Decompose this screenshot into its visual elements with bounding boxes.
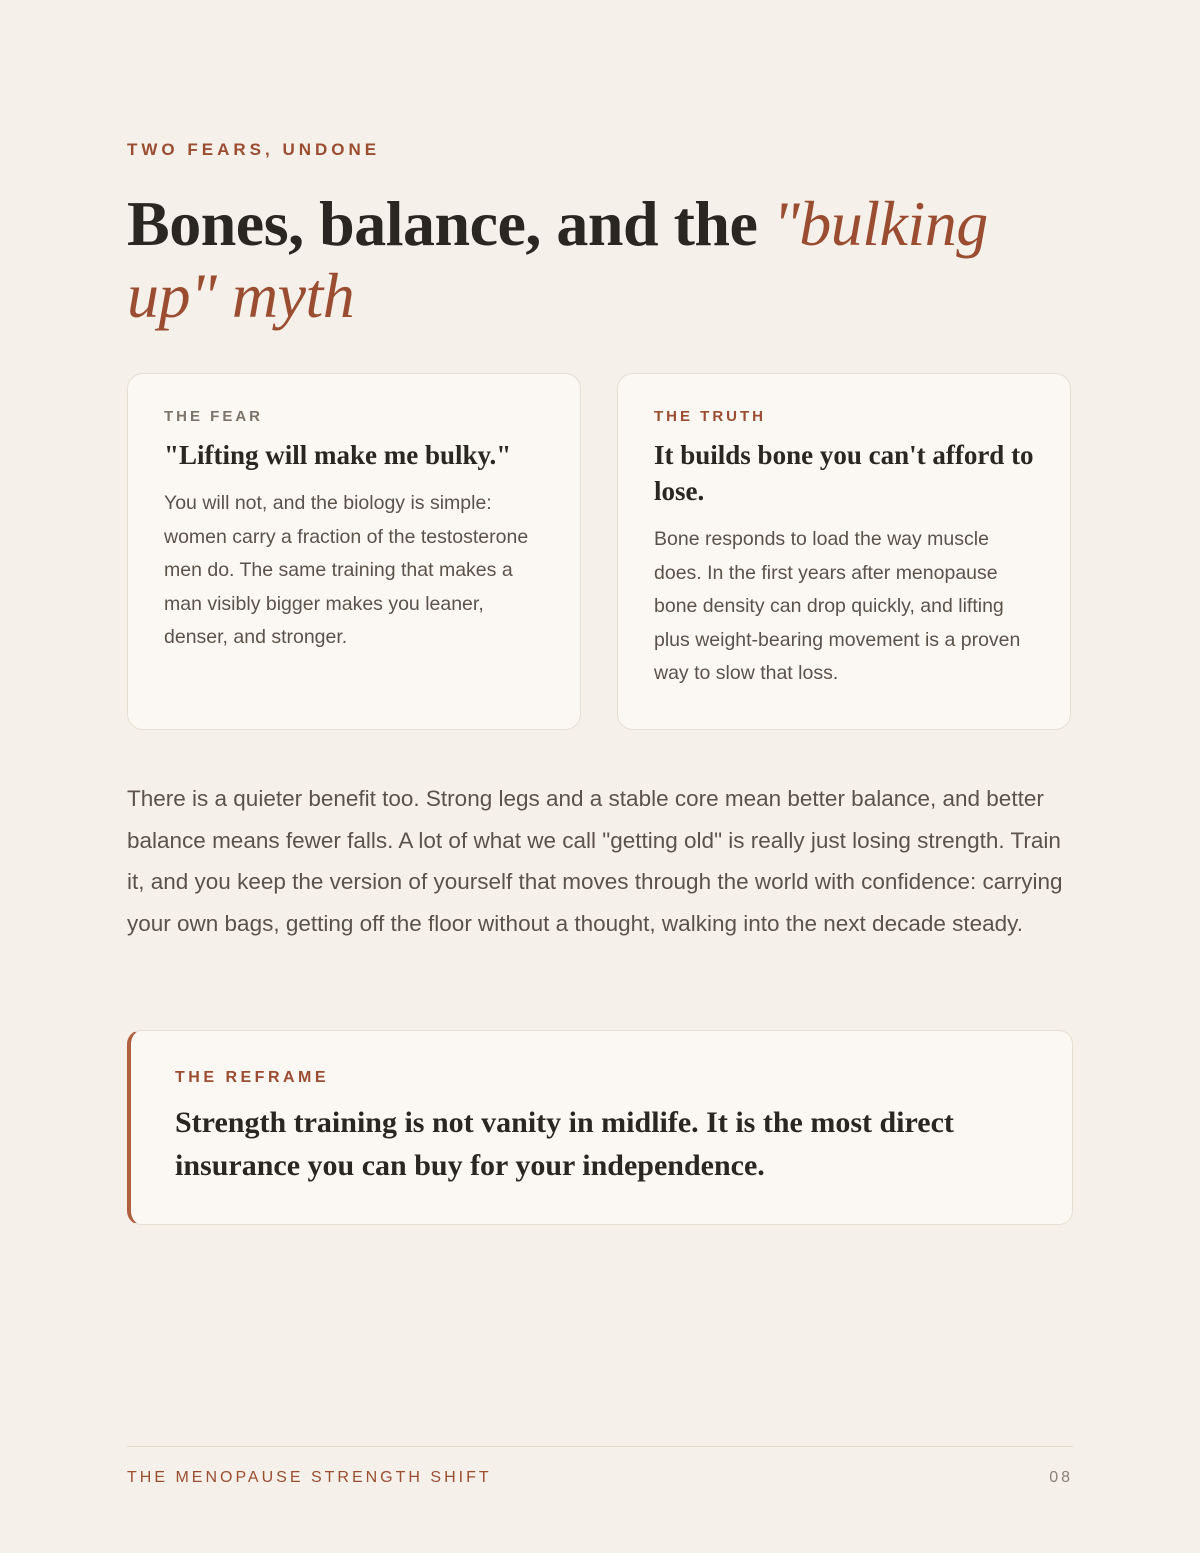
reframe-text: Strength training is not vanity in midlife. It is the most direct insurance you can buy for your independence.	[175, 1106, 954, 1182]
truth-card-body: Bone responds to load the way muscle does. In the first years after menopause bone density can drop quickly, and lifting plus weight-bearing movement is a proven way to slow that loss.	[654, 528, 1021, 684]
reframe-callout	[127, 1030, 1073, 1225]
truth-card-label: THE TRUTH	[654, 408, 766, 425]
fear-card-title: "Lifting will make me bulky."	[164, 440, 512, 470]
footer-book-title: THE MENOPAUSE STRENGTH SHIFT	[127, 1469, 492, 1486]
truth-card	[617, 373, 1071, 730]
section-eyebrow: TWO FEARS, UNDONE	[127, 140, 381, 159]
page-title-plain: Bones, balance, and the	[127, 188, 758, 259]
fear-card-label: THE FEAR	[164, 408, 263, 425]
body-paragraph: There is a quieter benefit too. Strong legs and a stable core mean better balance, and better balance means fewer falls. A lot of what we call "getting old" is really just losing strength. Train it, and you keep the version of yourself that moves through the world with confidence: carrying your own bags, getting off the floor without a thought, walking into the next decade steady.	[127, 786, 1063, 936]
page-title-accent: "bulking up" myth	[127, 188, 988, 331]
truth-card-title: It builds bone you can't afford to lose.	[654, 440, 1034, 506]
reframe-label: THE REFRAME	[175, 1069, 330, 1086]
footer-divider	[127, 1446, 1073, 1447]
footer-page-number: 08	[1049, 1469, 1073, 1486]
page-title	[127, 188, 1073, 332]
fear-card-body: You will not, and the biology is simple: women carry a fraction of the testosterone men do. The same training that makes a man visibly bigger makes you leaner, denser, and stronger.	[164, 492, 529, 648]
page	[127, 0, 1073, 1553]
fear-card	[127, 373, 581, 730]
